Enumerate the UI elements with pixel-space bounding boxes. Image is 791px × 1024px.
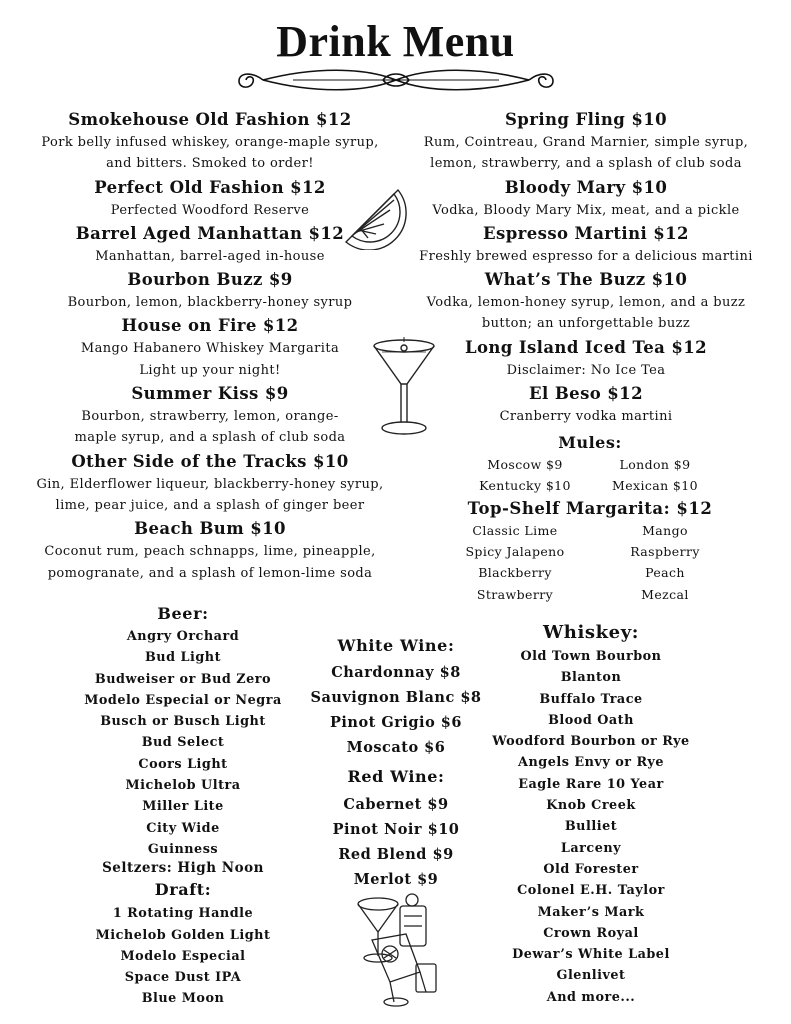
drink-description: Freshly brewed espresso for a delicious martini (419, 248, 753, 264)
drink-item (14, 268, 406, 313)
whiskey-section (484, 620, 698, 1008)
beer-section (76, 602, 290, 1010)
cocktails-illustration-icon (350, 890, 444, 1008)
red-wine-item: Red Blend $9 (338, 846, 454, 863)
whiskey-item: Angels Envy or Rye (518, 755, 664, 771)
draft-item: Michelob Golden Light (95, 927, 271, 943)
drink-item (404, 176, 768, 221)
margarita-item: Spicy Jalapeno (465, 544, 565, 560)
red-wine-item: Cabernet $9 (343, 796, 449, 813)
mule-item: Moscow $9 (487, 457, 563, 472)
whiskey-item: Colonel E.H. Taylor (517, 883, 665, 899)
beer-item: Michelob Ultra (125, 778, 241, 794)
drink-item (14, 108, 406, 175)
drink-item (14, 382, 406, 449)
drink-description: Cranberry vodka martini (499, 409, 673, 425)
beer-item: Bud Light (144, 650, 222, 666)
drink-item (14, 517, 406, 584)
white-wine-item: Chardonnay $8 (331, 664, 461, 681)
beer-item: Bud Select (141, 735, 225, 751)
whiskey-item: And more... (546, 989, 636, 1005)
drink-name: Perfect Old Fashion $12 (94, 177, 326, 197)
seltzers-line: Seltzers: High Noon (102, 860, 264, 877)
draft-item: Blue Moon (141, 991, 225, 1007)
white-wine-item: Pinot Grigio $6 (330, 714, 462, 731)
drink-item (14, 450, 406, 517)
drink-description: pomogranate, and a splash of lemon-lime soda (47, 565, 373, 581)
drink-name: Summer Kiss $9 (131, 384, 289, 404)
drink-description: lemon, strawberry, and a splash of club soda (430, 156, 742, 172)
white-wine-heading: White Wine: (337, 636, 455, 655)
drink-description: button; an unforgettable buzz (481, 316, 691, 332)
draft-heading: Draft: (154, 880, 212, 900)
drink-description: Perfected Woodford Reserve (110, 202, 310, 218)
whiskey-item: Bulliet (564, 819, 618, 835)
drink-description: Vodka, lemon-honey syrup, lemon, and a buzz (426, 295, 746, 311)
whiskey-heading: Whiskey: (542, 622, 640, 643)
margarita-section (440, 498, 740, 605)
wine-section (300, 632, 492, 892)
drink-item (14, 314, 406, 381)
whiskey-item: Knob Creek (546, 798, 636, 814)
beer-item: Guinness (147, 841, 219, 857)
red-wine-heading: Red Wine: (347, 767, 445, 786)
whiskey-item: Maker’s Mark (537, 904, 645, 920)
beer-item: City Wide (146, 820, 220, 836)
drink-description: and bitters. Smoked to order! (106, 156, 314, 172)
margarita-item: Classic Lime (472, 523, 558, 538)
drink-name: Long Island Iced Tea $12 (464, 337, 708, 357)
red-wine-list (300, 792, 492, 892)
lemon-slice-icon (340, 180, 408, 250)
whiskey-item: Eagle Rare 10 Year (518, 776, 664, 792)
whiskey-item: Dewar’s White Label (512, 947, 670, 963)
beer-heading: Beer: (157, 604, 209, 623)
drink-description: Disclaimer: No Ice Tea (506, 362, 666, 378)
drink-name: Barrel Aged Manhattan $12 (75, 223, 345, 243)
drink-name: Smokehouse Old Fashion $12 (68, 110, 352, 129)
margarita-item: Mango (642, 523, 688, 538)
drink-description: Vodka, Bloody Mary Mix, meat, and a pickle (432, 202, 740, 218)
drink-item (404, 336, 768, 381)
white-wine-item: Moscato $6 (346, 739, 446, 756)
drink-description: Light up your night! (139, 362, 281, 378)
whiskey-item: Old Forester (543, 861, 639, 877)
drink-name: Beach Bum $10 (134, 519, 286, 539)
whiskey-item: Old Town Bourbon (520, 649, 662, 664)
flourish-divider-icon (233, 63, 559, 97)
whiskey-item: Woodford Bourbon or Rye (492, 734, 690, 750)
draft-item: Space Dust IPA (124, 970, 242, 986)
beer-item: Modelo Especial or Negra (84, 692, 282, 708)
draft-item: Modelo Especial (120, 948, 246, 964)
whiskey-item: Crown Royal (543, 925, 639, 941)
margarita-item: Strawberry (476, 586, 554, 602)
whiskey-item: Blanton (560, 670, 622, 686)
drink-name: El Beso $12 (529, 384, 643, 404)
beer-list (76, 626, 290, 860)
white-wine-list (300, 660, 492, 760)
drink-description: Bourbon, strawberry, lemon, orange- (81, 409, 339, 425)
drink-name: Espresso Martini $12 (483, 223, 689, 243)
drink-item (404, 108, 768, 175)
margarita-item: Blackberry (478, 565, 552, 581)
beer-item: Busch or Busch Light (100, 714, 266, 730)
mules-list (460, 454, 720, 496)
red-wine-item: Merlot $9 (353, 871, 439, 888)
beer-item: Angry Orchard (126, 629, 240, 644)
drink-description: Pork belly infused whiskey, orange-maple syrup, (41, 135, 379, 150)
drink-description: Rum, Cointreau, Grand Marnier, simple syrup, (423, 135, 749, 150)
mules-section (460, 432, 720, 496)
margarita-item: Mezcal (641, 586, 689, 602)
margarita-heading: Top-Shelf Margarita: $12 (467, 499, 713, 518)
drink-item (404, 382, 768, 427)
beer-item: Budweiser or Bud Zero (94, 671, 272, 687)
margarita-item: Peach (645, 565, 685, 581)
whiskey-item: Buffalo Trace (539, 691, 643, 707)
whiskey-item: Larceny (560, 840, 622, 856)
drink-description: Bourbon, lemon, blackberry-honey syrup (67, 295, 353, 311)
draft-list (76, 903, 290, 1009)
drink-item (404, 222, 768, 267)
whiskey-item: Glenlivet (556, 968, 626, 984)
drink-name: House on Fire $12 (121, 316, 299, 336)
mule-item: Mexican $10 (612, 478, 698, 494)
margarita-item: Raspberry (630, 544, 700, 560)
drink-description: Mango Habanero Whiskey Margarita (80, 341, 340, 357)
whiskey-item: Blood Oath (548, 712, 634, 728)
martini-glass-icon (370, 334, 438, 438)
page-title: Drink Menu (276, 17, 515, 66)
drink-description: Coconut rum, peach schnapps, lime, pineapple, (44, 544, 376, 560)
beer-item: Miller Lite (142, 799, 224, 815)
beer-item: Coors Light (138, 756, 228, 772)
drink-description: Manhattan, barrel-aged in-house (95, 248, 325, 264)
mule-item: London $9 (619, 457, 691, 472)
drink-name: What’s The Buzz $10 (484, 270, 688, 290)
drink-name: Other Side of the Tracks $10 (71, 451, 349, 471)
drink-description: maple syrup, and a splash of club soda (74, 430, 346, 446)
mules-heading: Mules: (558, 433, 622, 452)
drink-name: Bourbon Buzz $9 (127, 270, 293, 290)
draft-item: 1 Rotating Handle (112, 906, 254, 922)
drink-item (404, 268, 768, 335)
red-wine-item: Pinot Noir $10 (332, 821, 460, 838)
drink-name: Spring Fling $10 (504, 110, 668, 129)
whiskey-list (484, 646, 698, 1008)
drink-description: Gin, Elderflower liqueur, blackberry-honey syrup, (36, 476, 384, 492)
white-wine-item: Sauvignon Blanc $8 (310, 689, 482, 706)
drink-name: Bloody Mary $10 (504, 177, 668, 197)
mule-item: Kentucky $10 (479, 478, 571, 494)
cocktails-right-column (404, 108, 768, 428)
margarita-list (440, 520, 740, 605)
drink-description: lime, pear juice, and a splash of ginger beer (55, 497, 365, 513)
